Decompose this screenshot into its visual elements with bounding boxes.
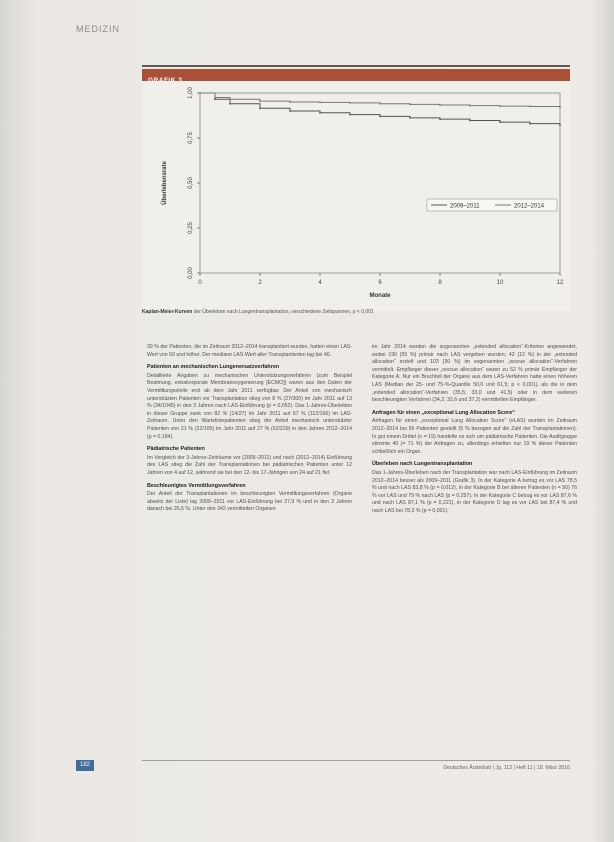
y-tick-label: 1,00 — [188, 87, 194, 99]
series-point-1 — [259, 100, 261, 102]
series-point-0 — [259, 107, 261, 109]
x-tick-label: 2 — [258, 280, 262, 286]
figure-tag — [142, 69, 570, 81]
legend-label: 2009–2011 — [450, 203, 480, 210]
caption-title: Kaplan-Meier-Kurven — [142, 309, 193, 315]
series-point-1 — [199, 92, 201, 94]
series-point-1 — [469, 105, 471, 107]
series-point-1 — [379, 103, 381, 105]
x-tick-label: 8 — [438, 280, 442, 286]
paragraph: Im Vergleich der 3-Jahres-Zeiträume vor (2009–2011) und nach (2012–2014) Einführung des LAS stieg die Zahl der Transplantationen bei pädiatrischen Patienten unter 12 Jahren von 4 auf 12, während sie bei den 12- bis 17-Jährigen von 24 auf 21 fiel. — [147, 454, 352, 476]
series-point-1 — [529, 106, 531, 108]
x-tick-label: 10 — [496, 280, 504, 286]
footer-rule — [142, 760, 570, 761]
series-point-0 — [229, 103, 231, 105]
page-number: 182 — [76, 760, 94, 771]
series-point-1 — [349, 102, 351, 104]
chart-area — [142, 81, 570, 311]
kaplan-meier-chart — [142, 81, 570, 311]
series-point-0 — [439, 118, 441, 120]
x-axis-label: Monate — [369, 293, 391, 299]
paragraph: Der Anteil der Transplantationen im beschleunigten Vermittlungsverfahren (Organe abseits der Liste) lag 2009–2011 vor LAS-Einführung bei 27,9 % und in den 3 Jahren danach bei 26,5 %. Unter den 342 vermittelten Organen — [147, 491, 352, 513]
legend-label: 2012–2014 — [514, 203, 545, 210]
section-heading: Pädiatrische Patienten — [147, 446, 205, 453]
y-axis-label: Überlebensrate — [162, 161, 168, 205]
series-point-0 — [469, 120, 471, 122]
figure-caption — [142, 309, 570, 315]
series-point-0 — [214, 98, 216, 100]
caption-text: der Überleben nach Lungentransplantation, verschiedene Zeitspannen, p < 0,001 — [193, 309, 374, 315]
section-heading: Anfragen für einen „exceptional Lung Allocation Score“ — [372, 409, 515, 416]
series-point-1 — [289, 101, 291, 103]
series-point-0 — [529, 123, 531, 125]
series-point-0 — [349, 114, 351, 116]
paragraph: Detaillierte Angaben zu mechanischen Unterstützungsverfahren (zum Beispiel Beatmung, extrakorporale Membranoxygenierung [ECMO]) waren aus den Daten der Vermittlungsstelle erst ab dem Jahr 2011 verfügbar. Der Anteil von mechanisch unterstützten Patienten vor Transplantation stieg von 8 % (27/300) im Jahr 2011 auf 13 % (34/1045) in den 3 Jahren nach LAS-Einführung (p = 0,052). Das 1-Jahres-Überleben in dieser Gruppe sank von 82 % (14/27) im Jahr 2011 auf 67 % (112/166) im LAS-Zeitraum. Unter den Wartelistepatienten stieg der Anteil mechanisch unterstützter Patienten von 21 % (22/105) im Jahr 2011 auf 27 % (62/229) in den Jahren 2012–2014 (p = 0,184). — [147, 372, 352, 440]
y-tick-label: 0,00 — [188, 267, 194, 279]
x-tick-label: 6 — [378, 280, 382, 286]
paragraph: im Jahr 2014 wurden die sogenannten „extended allocation“-Kriterien angewendet, wobei 190 (55 %) primär nach LAS vergeben wurden; 42 (12 %) in der „extended allocation“ erzielt und 103 (30 %) im sogenannten „rescue allocation“-Verfahren vermittelt. Empfänger dieser „rescue allocation“ waren zu 52 % primär Empfänger der Kategorie A. Nur ein Bruchteil der Organe aus dem LAS-Verfahren hatte einen höheren LAS (Median der 25- und 75-%-Quantile 50,0 und 61,5; p < 0,001), als die in dem „extended allocation“-Verfahren (35,5; 33,0 und 41,5) oder in dem weiteren beschleunigten Verfahren (34,2; 32,6 und 37,2) vermittelten Empfänger. — [372, 344, 577, 404]
right-column — [372, 344, 577, 520]
series-point-0 — [409, 117, 411, 119]
journal-citation: Deutsches Ärzteblatt | Jg. 113 | Heft 11 | 18. März 2016 — [443, 765, 570, 771]
series-point-1 — [319, 101, 321, 103]
series-point-1 — [409, 103, 411, 105]
section-heading: Beschleunigtes Vermittlungsverfahren — [147, 482, 246, 489]
series-point-1 — [499, 105, 501, 107]
paragraph: Anfragen für einen „exceptional Lung Allocation Score“ (eLAS) wurden im Zeitraum 2012–2014 bei 56 Patienten gestellt (5 % bezogen auf die Zahl der Transplantationen). In gut einem Drittel (n = 19) handelte es sich um pädiatrische Patienten. Die Auditgruppe stimmte 40 (= 71 %) der Anfragen zu, allerdings erhielten nur 19 % dieser Patienten schließlich ein Organ. — [372, 418, 577, 455]
series-point-0 — [559, 124, 561, 126]
paragraph: Das 1-Jahres-Überleben nach der Transplantation war nach LAS-Einführung im Zeitraum 2012–2014 besser als 2009–2011 (Grafik 3). In der Kategorie A betrug es vor LAS 78,5 % und nach LAS 83,8 % (p = 0,012), in der Kategorie B bei älteren Patienten (n = 90) 76 % vor LAS und 79 % nach LAS (p = 0,257). In der Kategorie C betrug es vor LAS 87,6 % und nach LAS 87,1 % (p = 0,221), in der Kategorie D lag es vor LAS bei 87,4 % und nach LAS bei 78,3 % (p = 0,001). — [372, 469, 577, 514]
x-tick-label: 12 — [556, 280, 564, 286]
series-point-1 — [229, 98, 231, 100]
top-rule — [142, 65, 570, 67]
series-point-1 — [559, 106, 561, 108]
running-head: MEDIZIN — [76, 24, 120, 34]
y-tick-label: 0,75 — [188, 132, 194, 144]
series-line-0 — [200, 93, 560, 125]
series-point-0 — [319, 112, 321, 114]
series-point-0 — [289, 110, 291, 112]
left-column — [147, 344, 352, 519]
paragraph: 39 % der Patienten, die im Zeitraum 2012–2014 transplantiert wurden, hatten einen LAS-Wert von 50 und höher. Der mediane LAS-Wert aller Transplantierten lag bei 40. — [147, 344, 352, 358]
series-point-1 — [214, 97, 216, 99]
x-tick-label: 0 — [198, 280, 202, 286]
y-tick-label: 0,25 — [188, 222, 194, 234]
plot-frame — [200, 93, 560, 273]
y-tick-label: 0,50 — [188, 177, 194, 189]
series-line-1 — [200, 93, 560, 107]
section-heading: Patienten an mechanischen Lungenersatzverfahren — [147, 364, 280, 371]
x-tick-label: 4 — [318, 280, 322, 286]
series-point-0 — [379, 116, 381, 118]
section-heading: Überleben nach Lungentransplantation — [372, 461, 473, 468]
series-point-0 — [499, 121, 501, 123]
series-point-1 — [439, 104, 441, 106]
